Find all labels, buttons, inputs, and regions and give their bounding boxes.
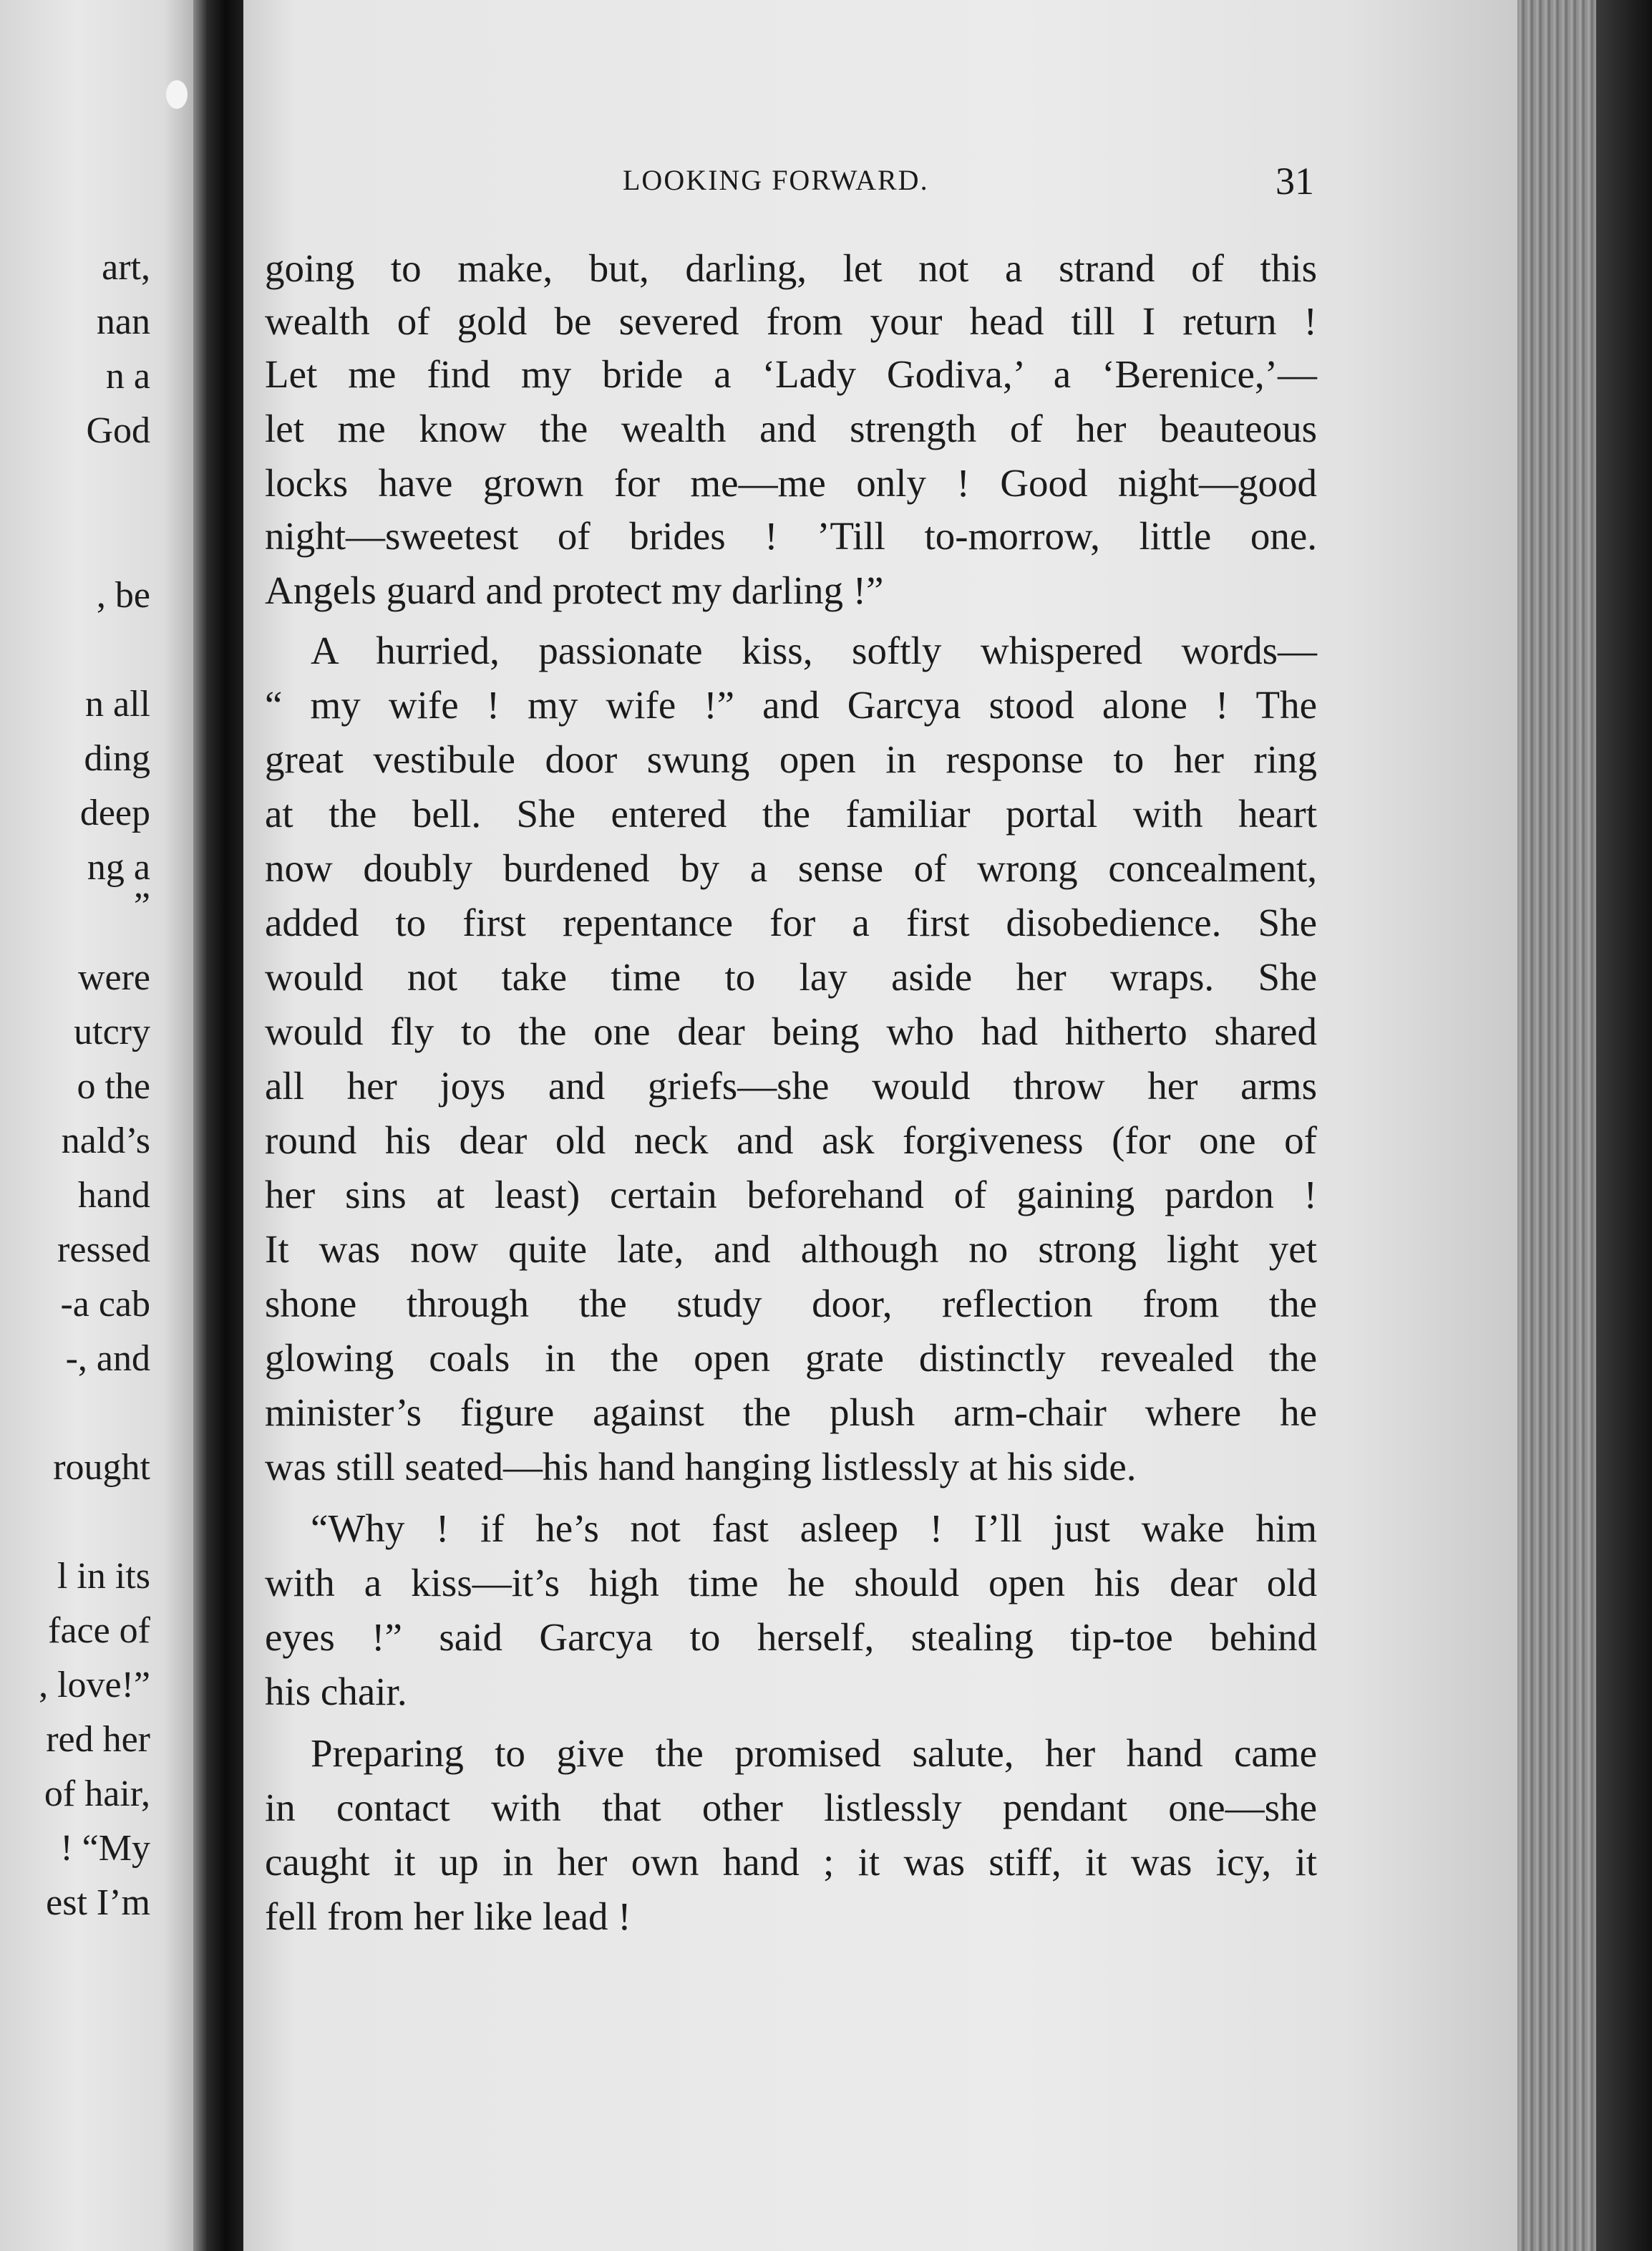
text-line: wealth of gold be severed from your head till I return ! <box>265 299 1317 343</box>
left-page-line: -a cab <box>60 1284 150 1325</box>
text-line: glowing coals in the open grate distinctly revealed the <box>265 1336 1317 1380</box>
text-line: his chair. <box>265 1670 407 1713</box>
left-page-line: red her <box>46 1719 150 1760</box>
left-page-line: face of <box>48 1610 150 1651</box>
scan-artifact <box>166 80 188 109</box>
text-line: Angels guard and protect my darling !” <box>265 568 884 612</box>
text-line: added to first repentance for a first disobedience. She <box>265 901 1317 944</box>
left-page-line: nan <box>96 301 150 342</box>
left-page-line: God <box>86 410 150 451</box>
text-line: going to make, but, darling, let not a strand of this <box>265 246 1317 290</box>
left-page-line: ressed <box>57 1229 150 1270</box>
text-line: would not take time to lay aside her wraps. She <box>265 955 1317 999</box>
text-line: It was now quite late, and although no strong light yet <box>265 1227 1317 1271</box>
left-page-line: o the <box>77 1066 150 1107</box>
left-page-line: ding <box>84 738 150 779</box>
left-page-line: ” <box>133 886 150 926</box>
page-edge-shadow <box>1596 0 1652 2251</box>
text-line: night—sweetest of brides ! ’Till to-morrow, little one. <box>265 514 1317 558</box>
left-page-line: art, <box>102 247 150 288</box>
left-page-line: utcry <box>74 1012 150 1052</box>
text-line: was still seated—his hand hanging listlessly at his side. <box>265 1445 1137 1488</box>
left-page-line: n all <box>85 684 150 725</box>
left-page-line: l in its <box>57 1556 150 1597</box>
left-page <box>0 0 193 2251</box>
text-line: eyes !” said Garcya to herself, stealing tip-toe behind <box>265 1615 1317 1659</box>
left-page-line: n a <box>105 356 150 397</box>
text-line: now doubly burdened by a sense of wrong concealment, <box>265 846 1317 890</box>
text-line: minister’s figure against the plush arm-chair where he <box>265 1390 1317 1434</box>
text-line: Let me find my bride a ‘Lady Godiva,’ a ‘Berenice,’— <box>265 352 1317 396</box>
text-line: fell from her like lead ! <box>265 1894 631 1938</box>
text-line: round his dear old neck and ask forgiveness (for one of <box>265 1118 1317 1162</box>
left-page-line: est I’m <box>46 1882 150 1923</box>
text-line: would fly to the one dear being who had hitherto shared <box>265 1010 1317 1053</box>
left-page-line: ng a <box>87 847 150 888</box>
text-line: at the bell. She entered the familiar portal with heart <box>265 792 1317 836</box>
text-line: Preparing to give the promised salute, her hand came <box>311 1731 1317 1775</box>
left-page-line: , be <box>96 575 150 616</box>
left-page-line: of hair, <box>44 1773 150 1814</box>
text-line: in contact with that other listlessly pendant one—she <box>265 1786 1317 1829</box>
left-page-line: ! “My <box>60 1828 150 1869</box>
left-page-line: , love!” <box>39 1665 150 1705</box>
running-head: LOOKING FORWARD. <box>623 164 929 196</box>
text-line: caught it up in her own hand ; it was stiff, it was icy, it <box>265 1840 1317 1884</box>
text-line: shone through the study door, reflection from the <box>265 1282 1317 1325</box>
text-line: locks have grown for me—me only ! Good night—good <box>265 461 1317 505</box>
left-page-line: deep <box>79 793 150 833</box>
text-line: great vestibule door swung open in response to her ring <box>265 737 1317 781</box>
left-page-text <box>0 0 193 2251</box>
text-line: her sins at least) certain beforehand of gaining pardon ! <box>265 1173 1317 1216</box>
page-number: 31 <box>1276 160 1314 203</box>
left-page-line: nald’s <box>61 1120 150 1161</box>
text-line: “ my wife ! my wife !” and Garcya stood alone ! The <box>265 683 1317 727</box>
left-page-line: were <box>77 957 150 998</box>
left-page-line: rought <box>53 1447 150 1488</box>
text-line: let me know the wealth and strength of her beauteous <box>265 407 1317 450</box>
text-line: all her joys and griefs—she would throw her arms <box>265 1064 1317 1108</box>
text-line: A hurried, passionate kiss, softly whispered words— <box>311 629 1317 672</box>
left-page-line: hand <box>77 1175 150 1216</box>
left-page-line: -, and <box>65 1338 150 1379</box>
text-line: with a kiss—it’s high time he should open his dear old <box>265 1561 1317 1604</box>
text-line: “Why ! if he’s not fast asleep ! I’ll just wake him <box>311 1506 1317 1550</box>
